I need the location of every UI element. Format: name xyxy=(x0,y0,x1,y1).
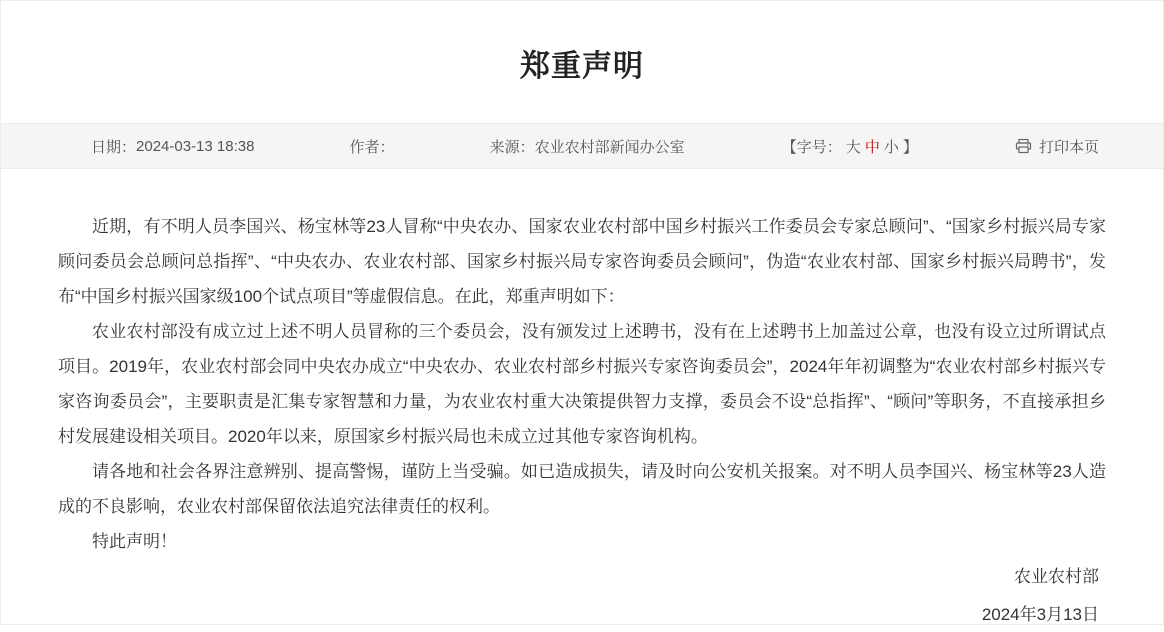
article-body xyxy=(1,209,1163,559)
paragraph: 农业农村部没有成立过上述不明人员冒称的三个委员会，没有颁发过上述聘书，没有在上述聘书上加盖过公章，也没有设立过所谓试点项目。2019年，农业农村部会同中央农办成立“中央农办、农业农村部乡村振兴专家咨询委员会”，2024年年初调整为“农业农村部乡村振兴专家咨询委员会”，主要职责是汇集专家智慧和力量，为农业农村重大决策提供智力支撑，委员会不设“总指挥”、“顾问”等职务，不直接承担乡村发展建设相关项目。2020年以来，原国家乡村振兴局也未成立过其他专家咨询机构。 xyxy=(58,322,1106,446)
signature-block xyxy=(1,559,1163,632)
font-size-prefix: 【字号： xyxy=(781,138,842,156)
author-label: 作者： xyxy=(349,138,395,156)
signature-name: 农业农村部 xyxy=(1014,567,1099,586)
date-label: 日期： xyxy=(91,138,137,156)
date-value: 2024-03-13 18:38 xyxy=(136,137,255,155)
print-label: 打印本页 xyxy=(1038,138,1099,156)
meta-author xyxy=(350,136,395,157)
printer-icon xyxy=(1015,138,1032,154)
title-area xyxy=(1,1,1163,85)
meta-date xyxy=(91,136,254,157)
font-size-large-button[interactable]: 大 xyxy=(845,138,861,156)
source-label: 来源： xyxy=(489,138,535,156)
meta-bar xyxy=(1,123,1163,169)
print-page-button[interactable] xyxy=(1015,136,1099,157)
font-size-small-button[interactable]: 小 xyxy=(883,138,899,156)
meta-source xyxy=(490,136,685,157)
source-value: 农业农村部新闻办公室 xyxy=(534,138,685,156)
signature-date: 2024年3月13日 xyxy=(981,605,1099,624)
page-title: 郑重声明 xyxy=(520,50,644,83)
font-size-suffix: 】 xyxy=(902,138,918,156)
font-size-control xyxy=(780,136,920,157)
font-size-medium-button[interactable]: 中 xyxy=(864,138,880,156)
paragraph: 近期，有不明人员李国兴、杨宝林等23人冒称“中央农办、国家农业农村部中国乡村振兴工作委员会专家总顾问”、“国家乡村振兴局专家顾问委员会总顾问总指挥”、“中央农办、农业农村部、国家乡村振兴局专家咨询委员会顾问”，伪造“农业农村部、国家乡村振兴局聘书”，发布“中国乡村振兴国家级100个试点项目”等虚假信息。在此，郑重声明如下： xyxy=(58,217,1106,306)
paragraph: 特此声明！ xyxy=(92,532,177,551)
paragraph: 请各地和社会各界注意辨别、提高警惕，谨防上当受骗。如已造成损失，请及时向公安机关报案。对不明人员李国兴、杨宝林等23人造成的不良影响，农业农村部保留依法追究法律责任的权利。 xyxy=(58,462,1106,516)
